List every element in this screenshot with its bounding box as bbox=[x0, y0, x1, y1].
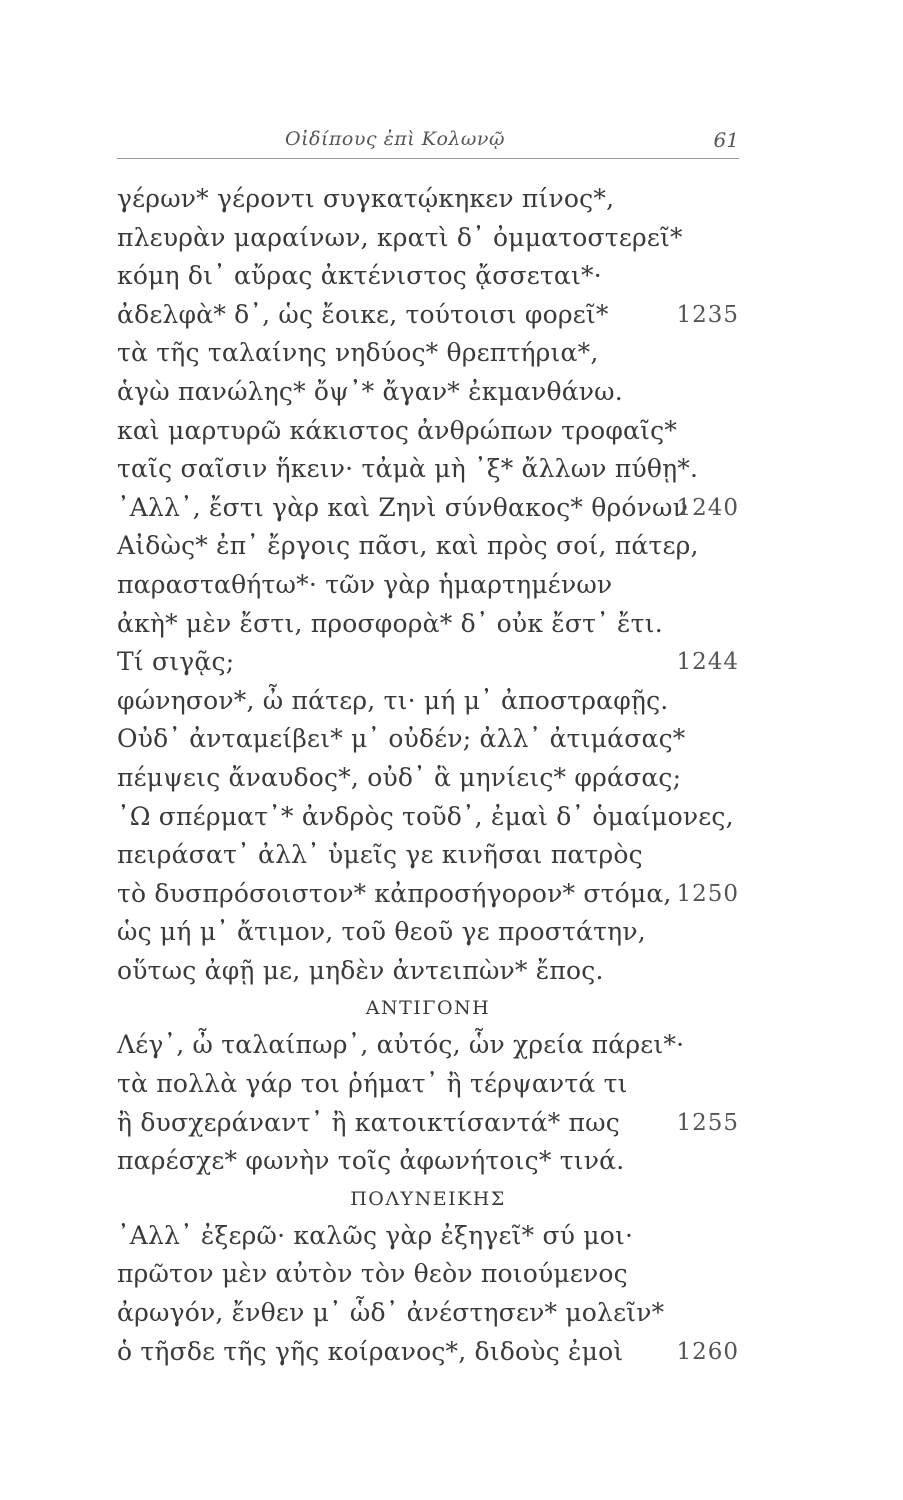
verse-line bbox=[117, 720, 739, 759]
verse-line bbox=[117, 605, 739, 644]
verse-line bbox=[117, 1026, 739, 1065]
verse-text: ᾽Αλλ᾽, ἔστι γὰρ καὶ Ζηνὶ σύνθακος* θρόνων bbox=[117, 492, 689, 522]
verse-line bbox=[117, 219, 739, 258]
verse-line bbox=[117, 1217, 739, 1256]
verse-line bbox=[117, 373, 739, 412]
verse-text: πρῶτον μὲν αὐτὸν τὸν θεὸν ποιούμενος bbox=[117, 1259, 628, 1289]
verse-text: ὡς μή μ᾽ ἄτιμον, τοῦ θεοῦ γε προστάτην, bbox=[117, 917, 646, 947]
verse-line bbox=[117, 836, 739, 875]
verse-text: ταῖς σαῖσιν ἥκειν· τἀμὰ μὴ ᾽ξ* ἄλλων πύθῃ*. bbox=[117, 454, 699, 484]
verse-text: ᾽Ω σπέρματ᾽* ἀνδρὸς τοῦδ᾽, ἐμαὶ δ᾽ ὁμαίμονες, bbox=[117, 801, 734, 831]
verse-text: παρέσχε* φωνὴν τοῖς ἀφωνήτοις* τινά. bbox=[117, 1146, 625, 1176]
verse-text: γέρων* γέροντι συγκατῴκηκεν πίνος*, bbox=[117, 184, 615, 213]
verse-line bbox=[117, 489, 739, 528]
verse-line bbox=[117, 334, 739, 373]
verse-line bbox=[117, 1255, 739, 1294]
verse-text: κόμη δι᾽ αὔρας ἀκτένιστος ᾄσσεται*· bbox=[117, 261, 602, 291]
line-number: 1255 bbox=[676, 1109, 739, 1136]
verse-line bbox=[117, 913, 739, 952]
speaker-name: ΠΟΛΥΝΕΙΚΗΣ bbox=[350, 1187, 506, 1210]
verse-text: φώνησον*, ὦ πάτερ, τι· μή μ᾽ ἀποστραφῇς. bbox=[117, 685, 669, 715]
verse-line bbox=[117, 798, 739, 837]
verse-line bbox=[117, 296, 739, 335]
verse-text: Λέγ᾽, ὦ ταλαίπωρ᾽, αὐτός, ὧν χρεία πάρει*· bbox=[117, 1030, 685, 1060]
verse-line bbox=[117, 1104, 739, 1143]
verse-line bbox=[117, 180, 739, 219]
verse-line bbox=[117, 875, 739, 914]
verse-line bbox=[117, 1065, 739, 1104]
verse-line bbox=[117, 952, 739, 991]
speaker-name: ΑΝΤΙΓΟΝΗ bbox=[365, 997, 491, 1020]
running-title: Οἰδίπους ἐπὶ Κολωνῷ bbox=[285, 128, 505, 150]
verse-text: τὰ τῆς ταλαίνης νηδύος* θρεπτήρια*, bbox=[117, 338, 599, 368]
line-number: 1235 bbox=[676, 301, 739, 328]
verse-text: ἀρωγόν, ἔνθεν μ᾽ ὧδ᾽ ἀνέστησεν* μολεῖν* bbox=[117, 1298, 665, 1328]
verse-text: τὰ πολλὰ γάρ τοι ῥήματ᾽ ἢ τέρψαντά τι bbox=[117, 1069, 628, 1099]
verse-text: καὶ μαρτυρῶ κάκιστος ἀνθρώπων τροφαῖς* bbox=[117, 415, 678, 445]
verse-text: Οὐδ᾽ ἀνταμείβει* μ᾽ οὐδέν; ἀλλ᾽ ἀτιμάσας* bbox=[117, 724, 686, 754]
verse-text-block bbox=[117, 180, 739, 1371]
verse-text: πειράσατ᾽ ἀλλ᾽ ὑμεῖς γε κινῆσαι πατρὸς bbox=[117, 840, 643, 870]
verse-line bbox=[117, 566, 739, 605]
verse-line bbox=[117, 643, 739, 682]
verse-line bbox=[117, 450, 739, 489]
verse-text: πέμψεις ἄναυδος*, οὐδ᾽ ἃ μηνίεις* φράσας; bbox=[117, 762, 682, 792]
verse-text: Τί σιγᾷς; bbox=[117, 647, 235, 677]
verse-text: τὸ δυσπρόσοιστον* κἀπροσήγορον* στόμα, bbox=[117, 878, 672, 908]
verse-text: ᾽Αλλ᾽ ἐξερῶ· καλῶς γὰρ ἐξηγεῖ* σύ μοι· bbox=[117, 1220, 634, 1250]
verse-line bbox=[117, 682, 739, 721]
verse-line bbox=[117, 1294, 739, 1333]
verse-line bbox=[117, 1142, 739, 1181]
verse-text: ἢ δυσχεράναντ᾽ ἢ κατοικτίσαντά* πως bbox=[117, 1107, 620, 1137]
verse-text: πλευρὰν μαραίνων, κρατὶ δ᾽ ὀμματοστερεῖ* bbox=[117, 222, 683, 252]
verse-line bbox=[117, 1333, 739, 1372]
verse-line bbox=[117, 759, 739, 798]
line-number: 1250 bbox=[676, 880, 739, 907]
running-head bbox=[117, 128, 739, 159]
page-number: 61 bbox=[713, 128, 739, 152]
verse-line bbox=[117, 412, 739, 451]
verse-text: παρασταθήτω*· τῶν γὰρ ἡμαρτημένων bbox=[117, 569, 613, 599]
verse-text: Αἰδὼς* ἐπ᾽ ἔργοις πᾶσι, καὶ πρὸς σοί, πάτερ, bbox=[117, 531, 699, 561]
verse-text: οὕτως ἀφῇ με, μηδὲν ἀντειπὼν* ἔπος. bbox=[117, 955, 604, 985]
line-number: 1260 bbox=[676, 1338, 739, 1365]
verse-line bbox=[117, 257, 739, 296]
verse-text: ἀδελφὰ* δ᾽, ὡς ἔοικε, τούτοισι φορεῖ* bbox=[117, 299, 609, 329]
line-number: 1244 bbox=[676, 649, 739, 676]
verse-line bbox=[117, 527, 739, 566]
verse-text: ἀκὴ* μὲν ἔστι, προσφορὰ* δ᾽ οὐκ ἔστ᾽ ἔτι. bbox=[117, 608, 663, 638]
line-number: 1240 bbox=[676, 494, 739, 521]
verse-text: ὁ τῆσδε τῆς γῆς κοίρανος*, διδοὺς ἐμοὶ bbox=[117, 1336, 624, 1366]
verse-text: ἁγὼ πανώλης* ὄψ᾽* ἄγαν* ἐκμανθάνω. bbox=[117, 376, 623, 406]
